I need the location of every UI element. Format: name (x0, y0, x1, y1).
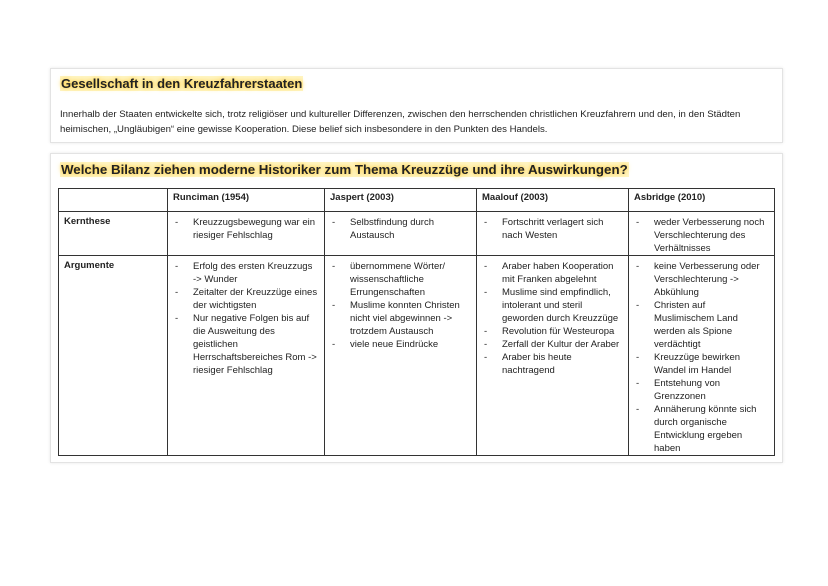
bullet-item: - Fortschritt verlagert sich nach Westen (482, 216, 622, 242)
table-header-cell: Runciman (1954) (168, 189, 325, 212)
table-cell (325, 256, 477, 456)
table-cell (477, 256, 629, 456)
bullet-item: - viele neue Eindrücke (330, 338, 470, 351)
bullet-item: - Zeitalter der Kreuzzüge eines der wichtigsten (173, 286, 318, 312)
table-cell (325, 212, 477, 256)
section-society-heading: Gesellschaft in den Kreuzfahrerstaaten (61, 76, 303, 91)
table-cell (168, 256, 325, 456)
historians-table (58, 188, 775, 456)
bullet-item: - Revolution für Westeuropa (482, 325, 622, 338)
bullet-item: - Muslime sind empfindlich, intolerant und steril geworden durch Kreuzzüge (482, 286, 622, 325)
table-cell (168, 212, 325, 256)
table-cell (629, 256, 775, 456)
bullet-item: - Entstehung von Grenzzonen (634, 377, 768, 403)
bullet-item: - Annäherung könnte sich durch organische Entwicklung ergeben haben (634, 403, 768, 455)
table-header-cell: Asbridge (2010) (629, 189, 775, 212)
bullet-item: - übernommene Wörter/ wissenschaftliche Errungenschaften (330, 260, 470, 299)
table-header-cell: Maalouf (2003) (477, 189, 629, 212)
bullet-item: - Nur negative Folgen bis auf die Ausweitung des geistlichen Herrschaftsbereiches Rom -> riesiger Fehlschlag (173, 312, 318, 377)
table-header-cell: Jaspert (2003) (325, 189, 477, 212)
bullet-item: - keine Verbesserung oder Verschlechterung -> Abkühlung (634, 260, 768, 299)
bullet-item: - weder Verbesserung noch Verschlechterung des Verhältnisses (634, 216, 768, 255)
table-header-row (59, 189, 775, 212)
table-row (59, 212, 775, 256)
row-label: Argumente (59, 256, 168, 456)
bullet-item: - Zerfall der Kultur der Araber (482, 338, 622, 351)
section-historians-heading: Welche Bilanz ziehen moderne Historiker zum Thema Kreuzzüge und ihre Auswirkungen? (61, 162, 628, 177)
bullet-item: - Araber bis heute nachtragend (482, 351, 622, 377)
bullet-item: - Muslime konnten Christen nicht viel abgewinnen -> trotzdem Austausch (330, 299, 470, 338)
table-cell (477, 212, 629, 256)
bullet-item: - Kreuzzugsbewegung war ein riesiger Fehlschlag (173, 216, 318, 242)
bullet-item: - Araber haben Kooperation mit Franken abgelehnt (482, 260, 622, 286)
row-label: Kernthese (59, 212, 168, 256)
bullet-item: - Selbstfindung durch Austausch (330, 216, 470, 242)
bullet-item: - Erfolg des ersten Kreuzzugs -> Wunder (173, 260, 318, 286)
section-society-text: Innerhalb der Staaten entwickelte sich, trotz religiöser und kultureller Differenzen, zwischen den herrschenden christlichen Kreuzfahrern und den, in den Städten heimischen, „Ungläubigen“ eine gewisse Kooperation. Diese belief sich insbesondere in den Punkten des Handels. (60, 109, 741, 135)
bullet-item: - Kreuzzüge bewirken Wandel im Handel (634, 351, 768, 377)
table-row (59, 256, 775, 456)
section-historians (50, 153, 783, 463)
table-cell (629, 212, 775, 256)
section-society (50, 68, 783, 143)
bullet-item: - Christen auf Muslimischem Land werden als Spione verdächtigt (634, 299, 768, 351)
table-header-cell (59, 189, 168, 212)
